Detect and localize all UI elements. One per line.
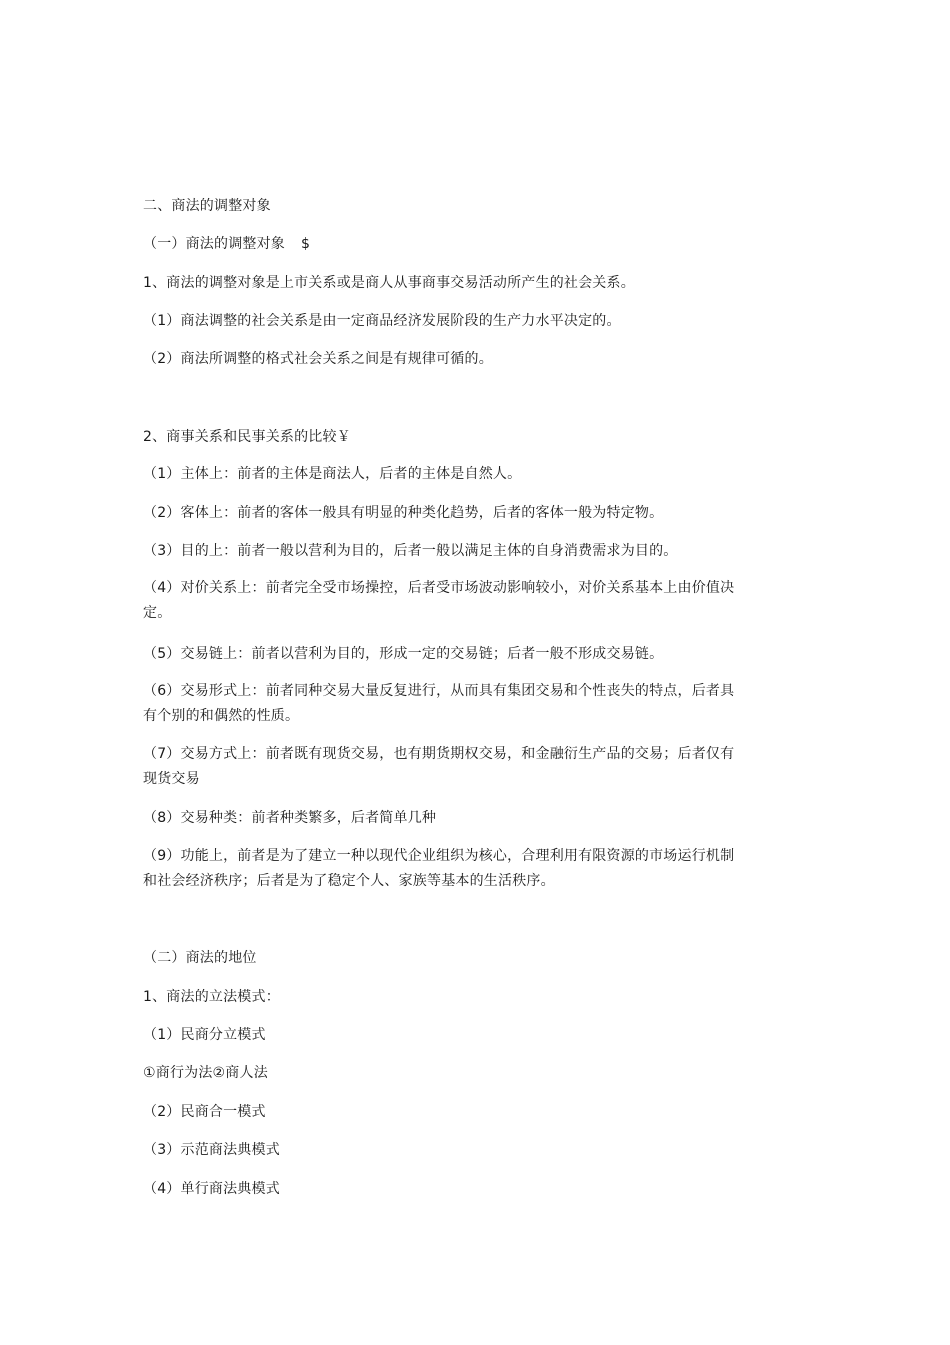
section-title: 二、商法的调整对象	[143, 198, 271, 214]
paragraph-2-4: （4）对价关系上：前者完全受市场操控，后者受市场波动影响较小，对价关系基本上由价值决定。	[143, 580, 735, 621]
dollar-symbol: $	[301, 236, 311, 252]
paragraph-1: 1、商法的调整对象是上市关系或是商人从事商事交易活动所产生的社会关系。	[143, 275, 635, 291]
paragraph-3-1: （1）民商分立模式	[143, 1027, 266, 1043]
subsection-heading-2: （二）商法的地位	[143, 950, 257, 966]
paragraph-2-7: （7）交易方式上：前者既有现货交易，也有期货期权交易，和金融衍生产品的交易；后者仅有现货交易	[143, 746, 735, 787]
paragraph-2-6: （6）交易形式上：前者同种交易大量反复进行，从而具有集团交易和个性丧失的特点，后者具有个别的和偶然的性质。	[143, 683, 735, 724]
paragraph-3-3: （3）示范商法典模式	[143, 1142, 280, 1158]
subsection-heading-1	[143, 234, 310, 254]
paragraph-3-2: （2）民商合一模式	[143, 1104, 266, 1120]
paragraph-2-2: （2）客体上：前者的客体一般具有明显的种类化趋势，后者的客体一般为特定物。	[143, 505, 664, 521]
paragraph-2-9: （9）功能上，前者是为了建立一种以现代企业组织为核心，合理利用有限资源的市场运行机制和社会经济秩序；后者是为了稳定个人、家族等基本的生活秩序。	[143, 848, 735, 889]
paragraph-3: 1、商法的立法模式：	[143, 989, 280, 1005]
paragraph-2-5: （5）交易链上：前者以营利为目的，形成一定的交易链；后者一般不形成交易链。	[143, 646, 664, 662]
paragraph-2-8: （8）交易种类：前者种类繁多，后者简单几种	[143, 810, 437, 826]
paragraph-1-2: （2）商法所调整的格式社会关系之间是有规律可循的。	[143, 351, 493, 367]
subsection-heading-1-text: （一）商法的调整对象	[143, 236, 285, 252]
paragraph-3-4: （4）单行商法典模式	[143, 1181, 280, 1197]
paragraph-1-1: （1）商法调整的社会关系是由一定商品经济发展阶段的生产力水平决定的。	[143, 313, 621, 329]
paragraph-2-3: （3）目的上：前者一般以营利为目的，后者一般以满足主体的自身消费需求为目的。	[143, 543, 678, 559]
paragraph-2: 2、商事关系和民事关系的比较￥	[143, 429, 351, 445]
paragraph-2-1: （1）主体上：前者的主体是商法人，后者的主体是自然人。	[143, 466, 522, 482]
paragraph-3-1a: ①商行为法②商人法	[143, 1065, 268, 1081]
